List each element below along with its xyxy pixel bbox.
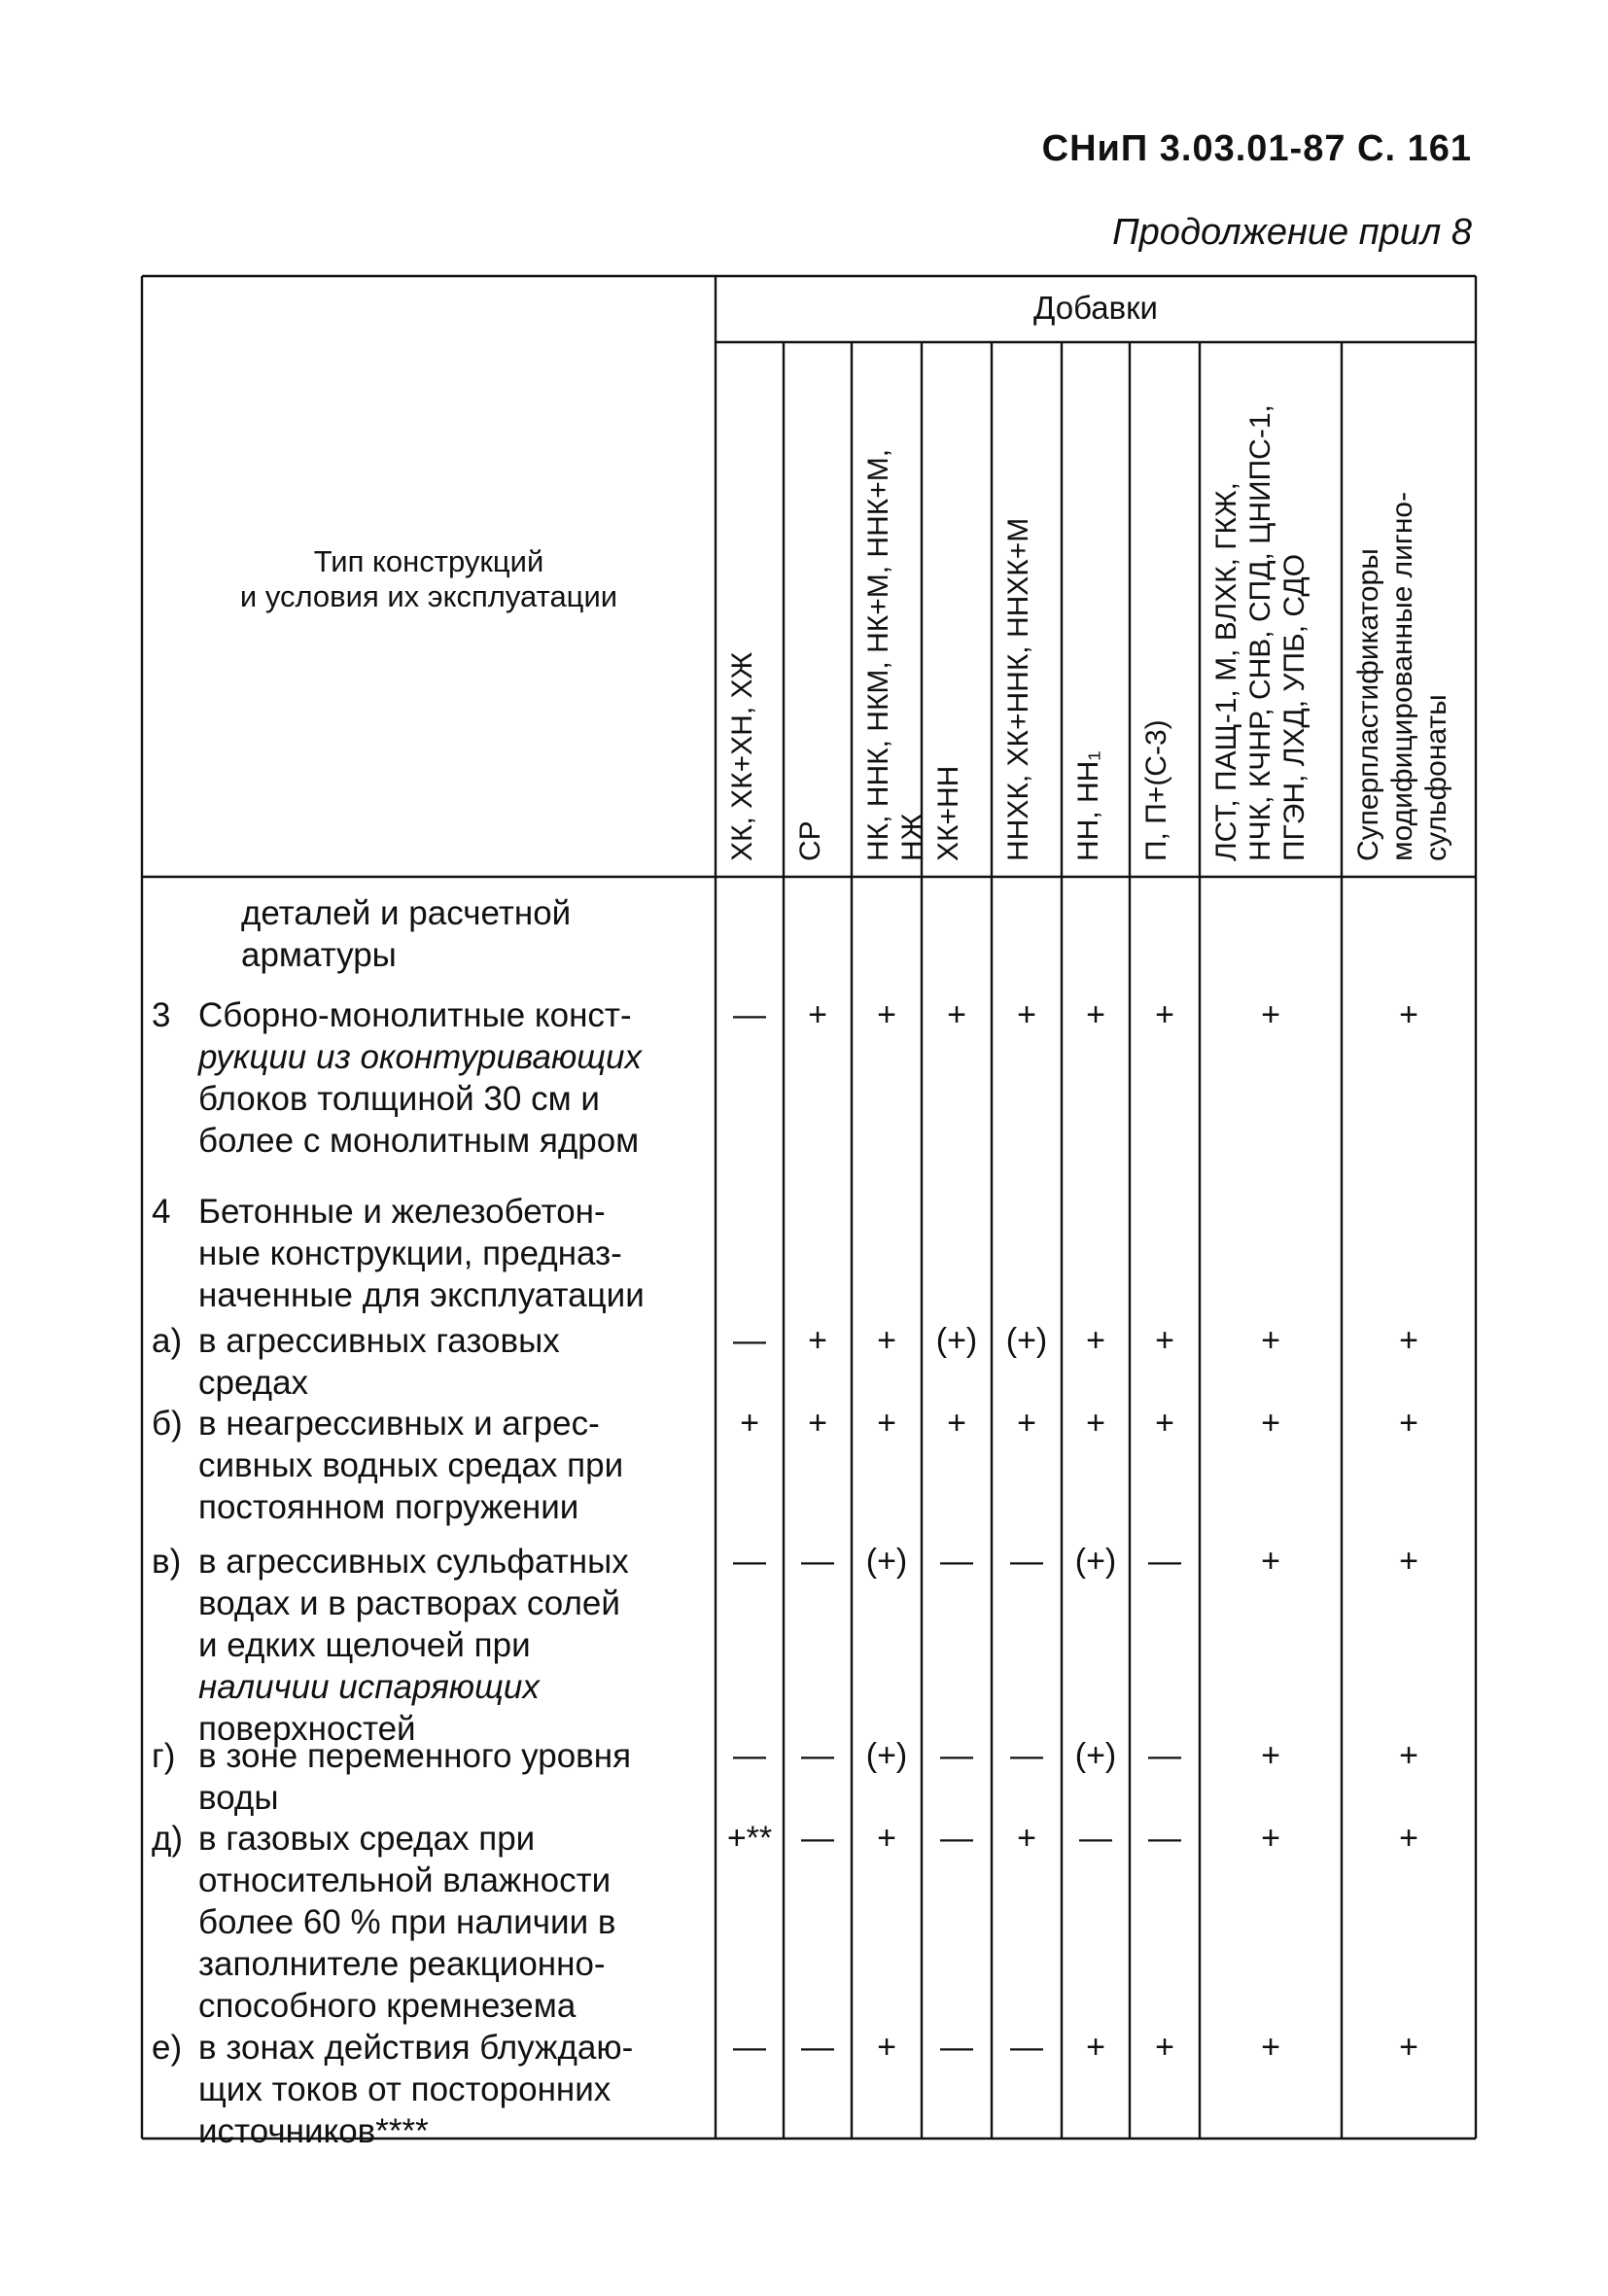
row-number: в): [152, 1543, 182, 1581]
additive-column-header: [861, 354, 928, 861]
row-label-line: в неагрессивных и агрес-: [198, 1405, 600, 1443]
cell-mark: +: [1399, 1737, 1418, 1774]
cell-mark: —: [940, 1737, 973, 1774]
additive-column-label: ЛСТ, ПАЩ-1, М, ВЛХК, ГКЖ, НЧК, КЧНР, СНВ, СПД, ЦНИПС-1, ПГЭН, ЛХД, УПБ, СДО: [1210, 404, 1311, 861]
cell-mark: +: [1261, 996, 1280, 1033]
cell-mark: +: [1261, 2029, 1280, 2066]
row-label: [198, 1320, 560, 1404]
additive-column-label: Суперпластификаторы модифицированные лигно- сульфонаты: [1352, 491, 1452, 861]
cell-mark: +: [1399, 1543, 1418, 1580]
row-label-line: способного кремнезема: [198, 1987, 577, 2025]
row-label-line: более 60 % при наличии в: [198, 1903, 616, 1941]
row-number: б): [152, 1405, 183, 1443]
additive-column-label: НК, ННК, НКМ, НК+М, ННК+М, НЖ: [862, 448, 928, 861]
row-label: [198, 994, 642, 1162]
page-header: СНиП 3.03.01-87 С. 161: [1041, 128, 1472, 169]
cell-mark: —: [733, 996, 766, 1033]
cell-mark: +: [1017, 1820, 1036, 1857]
cell-mark: +: [1086, 2029, 1105, 2066]
row-label: [198, 1541, 629, 1750]
cell-mark: +: [740, 1405, 759, 1442]
cell-mark: +: [1155, 2029, 1174, 2066]
cell-mark: —: [801, 1820, 834, 1857]
cell-mark: —: [733, 1737, 766, 1774]
cell-mark: (+): [935, 1322, 978, 1359]
additive-column-label: ХК+НН: [932, 765, 964, 861]
row-label-line: в зоне переменного уровня: [198, 1737, 632, 1775]
cell-mark: (+): [1074, 1737, 1117, 1774]
cell-mark: —: [801, 1737, 834, 1774]
row-label-line: деталей и расчетной: [241, 894, 572, 932]
additive-column-header: [1351, 354, 1466, 861]
cell-mark: +: [1086, 1405, 1105, 1442]
row-label-line: и едких щелочей при: [198, 1626, 531, 1664]
row-number: д): [152, 1820, 184, 1858]
additive-column-label: ХК, ХК+ХН, ХЖ: [726, 651, 758, 861]
cell-mark: +: [1155, 996, 1174, 1033]
row-label-line: поверхностей: [198, 1710, 416, 1748]
row-label-line: сивных водных средах при: [198, 1446, 624, 1484]
cell-mark: —: [1010, 1737, 1043, 1774]
cell-mark: (+): [1005, 1322, 1048, 1359]
additive-column-header: [1001, 354, 1052, 861]
additive-column-header: [725, 354, 774, 861]
cell-mark: —: [1148, 1737, 1181, 1774]
cell-mark: +: [1086, 996, 1105, 1033]
row-label-line: постоянном погружении: [198, 1488, 579, 1526]
row-label-line: источников****: [198, 2112, 429, 2150]
cell-mark: +**: [726, 1820, 773, 1857]
cell-mark: +: [1261, 1737, 1280, 1774]
cell-mark: +: [1261, 1543, 1280, 1580]
cell-mark: +: [877, 1405, 896, 1442]
row-number: а): [152, 1322, 183, 1360]
row-label-line: щих токов от посторонних: [198, 2070, 612, 2108]
cell-mark: +: [877, 996, 896, 1033]
left-column-header: Тип конструкций и условия их эксплуатации: [239, 544, 618, 613]
row-label: [198, 1403, 623, 1528]
row-label-line: в агрессивных сульфатных: [198, 1543, 629, 1581]
row-number: 3: [152, 996, 171, 1034]
row-label: [198, 1191, 645, 1316]
cell-mark: —: [1148, 1820, 1181, 1857]
cell-mark: —: [733, 1322, 766, 1359]
cell-mark: +: [1155, 1405, 1174, 1442]
cell-mark: +: [1399, 2029, 1418, 2066]
additive-column-header: [1209, 354, 1332, 861]
row-label: [241, 892, 571, 976]
row-label-line: относительной влажности: [198, 1861, 612, 1899]
row-label-line: наченные для эксплуатации: [198, 1276, 645, 1314]
cell-mark: —: [1010, 1543, 1043, 1580]
row-label-line: воды: [198, 1779, 279, 1817]
cell-mark: +: [808, 996, 827, 1033]
row-label-line: в газовых средах при: [198, 1820, 536, 1858]
row-number: г): [152, 1737, 176, 1775]
cell-mark: +: [1261, 1820, 1280, 1857]
row-label-line: средах: [198, 1364, 309, 1402]
row-label: [198, 1818, 615, 2027]
cell-mark: +: [808, 1322, 827, 1359]
cell-mark: +: [1261, 1405, 1280, 1442]
cell-mark: +: [877, 1322, 896, 1359]
row-label-line: Сборно-монолитные конст-: [198, 996, 632, 1034]
cell-mark: (+): [1074, 1543, 1117, 1580]
additive-column-label: ННХК, ХК+ННК, ННХК+М: [1002, 517, 1034, 861]
cell-mark: —: [801, 1543, 834, 1580]
row-number: 4: [152, 1193, 171, 1231]
row-label-line: рукции из оконтуривающих: [198, 1038, 643, 1076]
additives-group-header: Добавки: [1033, 290, 1158, 326]
cell-mark: —: [940, 1543, 973, 1580]
cell-mark: (+): [865, 1737, 908, 1774]
cell-mark: —: [1010, 2029, 1043, 2066]
cell-mark: +: [1017, 996, 1036, 1033]
cell-mark: +: [1017, 1405, 1036, 1442]
cell-mark: —: [733, 2029, 766, 2066]
cell-mark: (+): [865, 1543, 908, 1580]
row-label-line: блоков толщиной 30 см и: [198, 1080, 600, 1118]
cell-mark: —: [1148, 1543, 1181, 1580]
cell-mark: +: [1399, 1322, 1418, 1359]
additive-column-header: [793, 354, 842, 861]
cell-mark: +: [877, 1820, 896, 1857]
row-label-line: в агрессивных газовых: [198, 1322, 560, 1360]
row-label: [198, 1735, 631, 1819]
cell-mark: +: [808, 1405, 827, 1442]
row-label-line: в зонах действия блуждаю-: [198, 2029, 634, 2067]
row-label-line: наличии испаряющих: [198, 1668, 540, 1706]
cell-mark: +: [1261, 1322, 1280, 1359]
cell-mark: +: [1399, 996, 1418, 1033]
row-label: [198, 2027, 633, 2152]
row-label-line: ные конструкции, предназ-: [198, 1235, 622, 1272]
cell-mark: +: [1155, 1322, 1174, 1359]
cell-mark: —: [801, 2029, 834, 2066]
cell-mark: —: [940, 2029, 973, 2066]
row-label-line: водах и в растворах солей: [198, 1584, 620, 1622]
additive-column-label: СР: [794, 820, 826, 861]
row-label-line: арматуры: [241, 936, 397, 974]
cell-mark: +: [947, 1405, 966, 1442]
row-label-line: заполнителе реакционно-: [198, 1945, 606, 1983]
row-label-line: более с монолитным ядром: [198, 1122, 640, 1160]
cell-mark: —: [1079, 1820, 1112, 1857]
additive-column-label: НН, НН₁: [1072, 750, 1104, 861]
cell-mark: —: [733, 1543, 766, 1580]
cell-mark: +: [947, 996, 966, 1033]
row-number: е): [152, 2029, 183, 2067]
cell-mark: +: [1399, 1820, 1418, 1857]
additive-column-header: [1071, 354, 1120, 861]
cell-mark: +: [1399, 1405, 1418, 1442]
additive-column-header: [931, 354, 982, 861]
additive-column-label: П, П+(С-3): [1140, 719, 1172, 861]
row-label-line: Бетонные и железобетон-: [198, 1193, 606, 1231]
additive-column-header: [1139, 354, 1190, 861]
continuation-caption: Продолжение прил 8: [1112, 212, 1472, 253]
cell-mark: +: [1086, 1322, 1105, 1359]
cell-mark: +: [877, 2029, 896, 2066]
cell-mark: —: [940, 1820, 973, 1857]
